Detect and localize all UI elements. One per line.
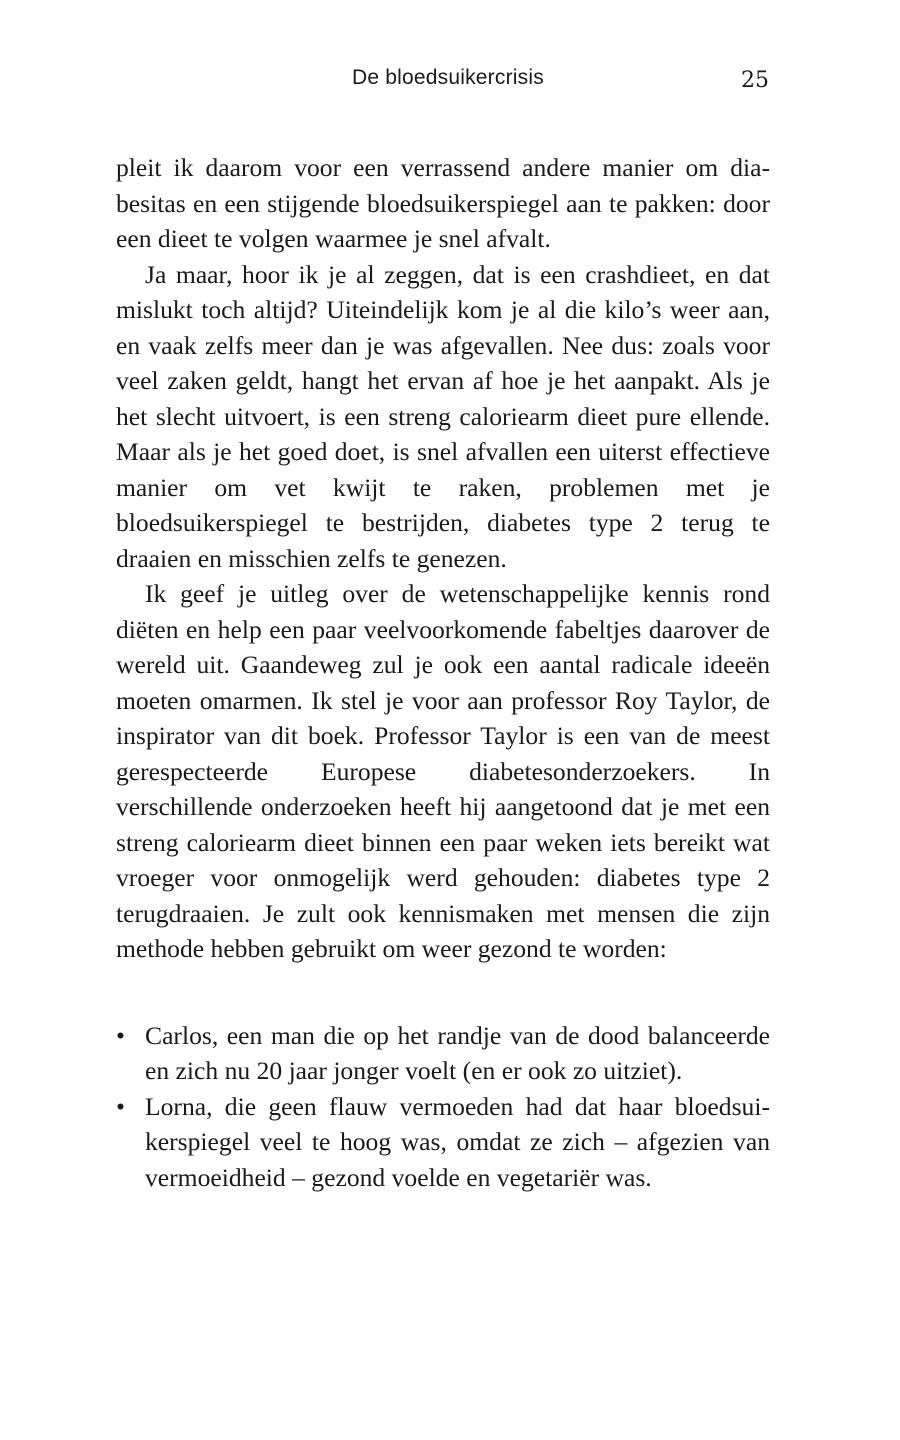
list-item-text: Carlos, een man die op het randje van de dood balanceerde en zich nu 20 jaar jonger voelt (en er ook zo uitziet). xyxy=(145,1020,770,1085)
list-item xyxy=(116,1089,770,1196)
bullet-list xyxy=(116,1018,770,1196)
body-text xyxy=(116,150,770,1195)
bullet-icon: • xyxy=(116,1091,125,1121)
paragraph: pleit ik daarom voor een verrassend andere manier om diabesitas en een stijgende bloedsuikerspiegel aan te pakken: door een dieet te volgen waarmee je snel afvalt. xyxy=(116,153,770,253)
paragraph: Ik geef je uitleg over de wetenschappelijke kennis rond diëten en help een paar veelvoorkomende fabeltjes daarover de wereld uit. Gaandeweg zul je ook een aantal radicale ideeën moeten omarmen. Ik stel je voor aan professor Roy Taylor, de inspirator van dit boek. Professor Taylor is een van de meest gerespecteerde Europese diabetesonderzoekers. In verschillende onderzoeken heeft hij aangetoond dat je met een streng caloriearm dieet binnen een paar weken iets bereikt wat vroeger voor onmogelijk werd gehouden: diabetes type 2 terugdraaien. Je zult ook kennismaken met mensen die zijn methode hebben gebruikt om weer gezond te worden: xyxy=(116,579,770,963)
page-number: 25 xyxy=(741,68,769,93)
paragraph: Ja maar, hoor ik je al zeggen, dat is een crashdieet, en dat mislukt toch altijd? Uiteindelijk kom je al die kilo’s weer aan, en vaak zelfs meer dan je was afgevallen. Nee dus: zoals voor veel zaken geldt, hangt het ervan af hoe je het aanpakt. Als je het slecht uitvoert, is een streng caloriearm dieet pure ellende. Maar als je het goed doet, is snel afvallen een uiterst effectieve manier om vet kwijt te raken, problemen met je bloedsuikerspiegel te bestrijden, diabetes type 2 terug te draaien en misschien zelfs te genezen. xyxy=(116,259,770,573)
list-item xyxy=(116,1018,770,1089)
bullet-icon: • xyxy=(116,1020,125,1050)
list-item-text: Lorna, die geen flauw vermoeden had dat haar bloedsuikerspiegel veel te hoog was, omdat ze zich – afgezien van vermoeidheid – gezond voelde en vegetariër was. xyxy=(145,1091,770,1192)
running-header xyxy=(0,66,900,96)
running-title: De bloedsuikercrisis xyxy=(352,66,544,89)
